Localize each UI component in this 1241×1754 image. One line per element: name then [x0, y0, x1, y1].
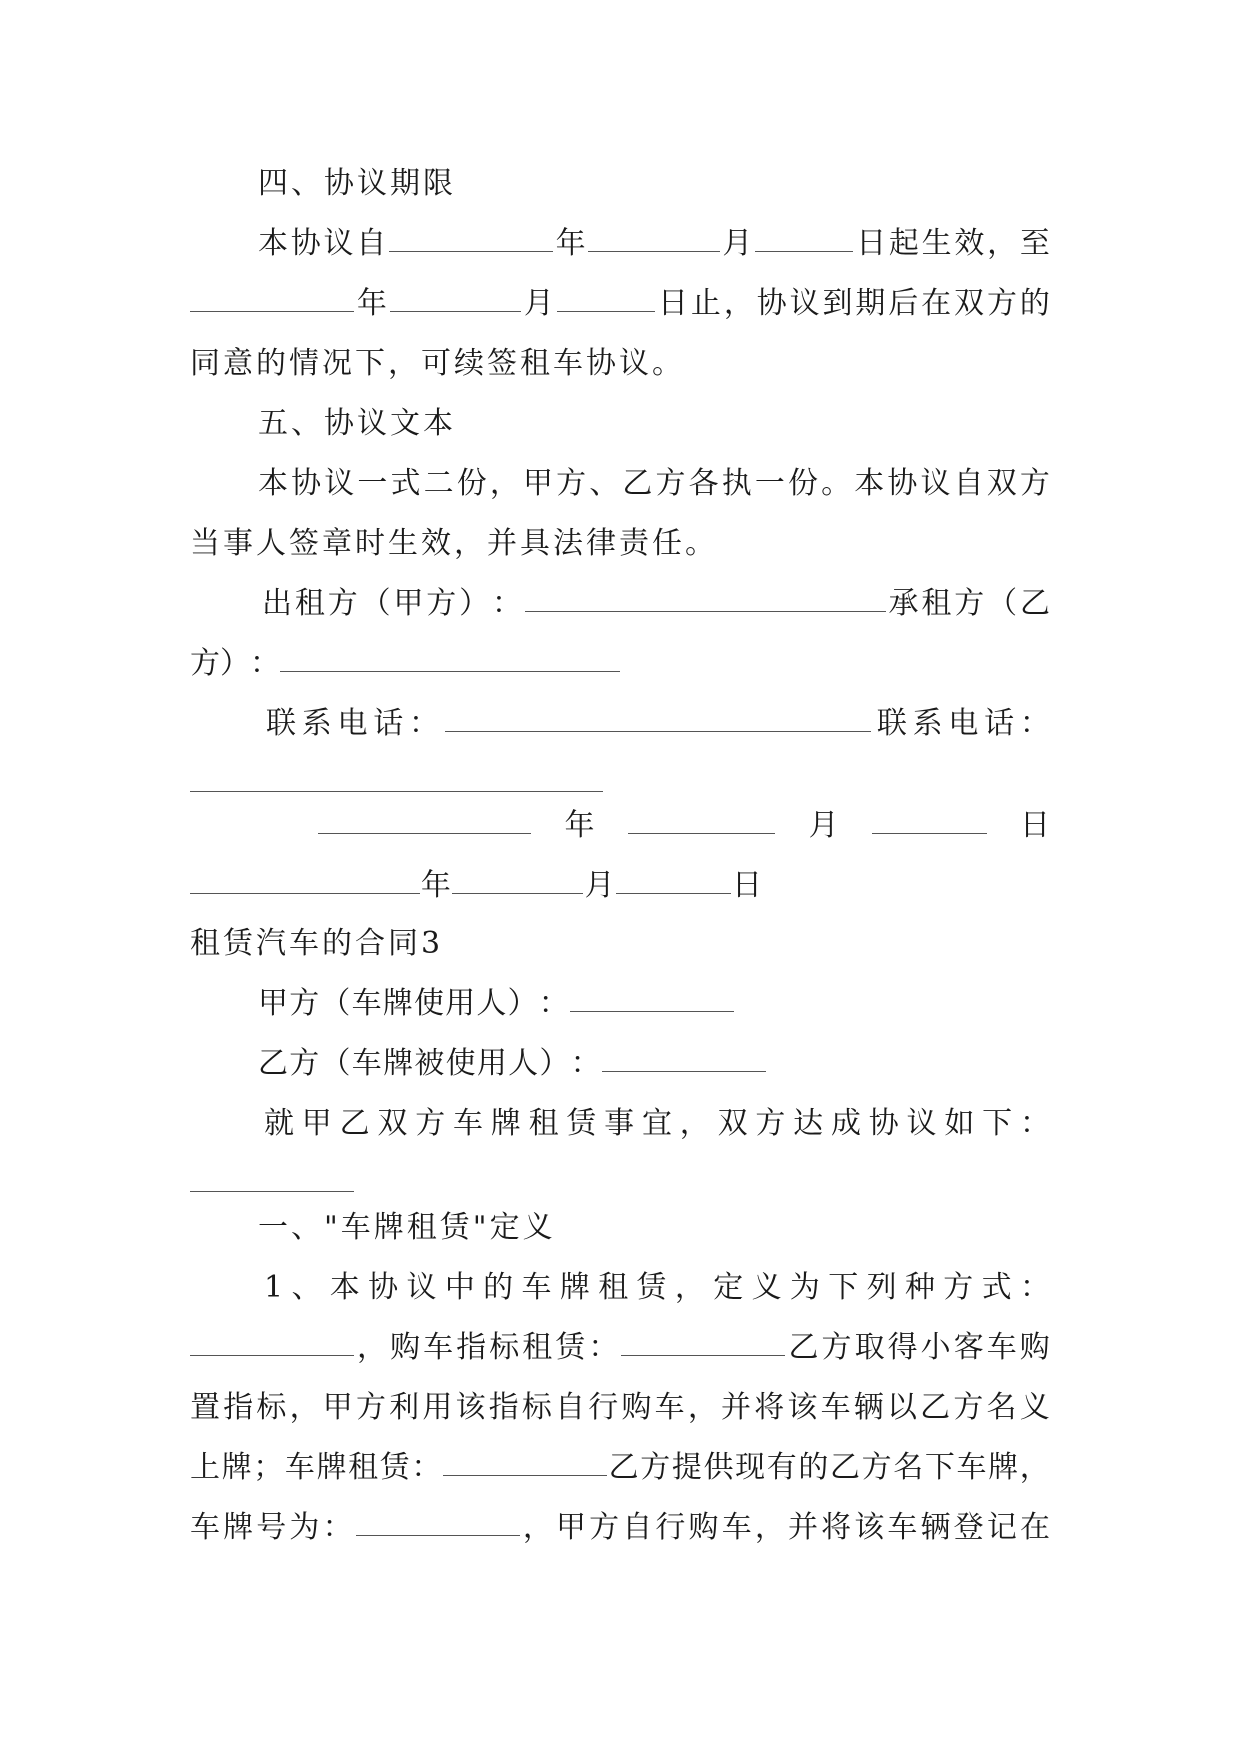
text-char: 牌 [559, 1270, 590, 1305]
party-a-line [258, 984, 734, 1024]
text-char: 方 [954, 586, 985, 621]
text-char: 并 [787, 1510, 818, 1545]
text-char: 牌 [490, 1106, 521, 1141]
text-char: 定 [713, 1270, 744, 1305]
text-char: 指 [488, 1390, 519, 1425]
text-char: 宜 [641, 1106, 672, 1141]
text-char: 取 [854, 1330, 885, 1365]
text-char: 自 [953, 466, 984, 501]
text-char: 车 [820, 1390, 851, 1425]
text-char: 义 [1019, 1390, 1050, 1425]
text-char: 车 [956, 1450, 987, 1485]
text-char: 双 [986, 466, 1017, 501]
text-char: 月 [722, 226, 753, 261]
fill-blank [628, 806, 776, 834]
text-char: 车 [423, 1330, 454, 1365]
text-char: 式 [981, 1270, 1012, 1305]
text-char: 本 [258, 226, 288, 261]
text-char: 以 [886, 1390, 917, 1425]
text-char: 方 [861, 1450, 892, 1485]
text-char: 议 [789, 286, 820, 321]
text-char: 份 [456, 466, 487, 501]
text-char: ， [687, 1390, 718, 1425]
text-char: 方 [1019, 466, 1050, 501]
fill-blank [570, 984, 734, 1012]
text-char: 在 [921, 286, 952, 321]
text-char: 协 [887, 466, 918, 501]
fill-blank [525, 584, 886, 612]
text-char: 赁 [379, 1450, 410, 1485]
text-char: 被 [414, 1046, 445, 1081]
text-char: ： [538, 986, 569, 1021]
fill-blank [389, 224, 553, 252]
text-char: 指 [223, 1390, 254, 1425]
text-char: 用 [476, 1046, 507, 1081]
text-char: 的 [1019, 286, 1050, 321]
text-char: 下 [924, 1450, 955, 1485]
text-char: 联 [876, 706, 907, 741]
text-char: 牌 [382, 986, 413, 1021]
text-char: （ [320, 986, 351, 1021]
text-char: 客 [953, 1330, 984, 1365]
text-char: 乙 [339, 1106, 370, 1141]
text-char: ： [411, 1450, 442, 1485]
text-char: 话 [984, 706, 1015, 741]
text-char: 式 [390, 466, 421, 501]
text-char: 提 [671, 1450, 702, 1485]
text-char: 牌 [383, 1046, 414, 1081]
text-char: 年 [555, 226, 586, 261]
date-line-1 [318, 806, 1050, 846]
text-char: 乙 [830, 1450, 860, 1485]
section-5-paragraph-line-2: 当事人签章时生效，并具法律责任。 [190, 526, 718, 561]
text-char: 方 [355, 1390, 386, 1425]
text-char: 赁 [566, 1106, 597, 1141]
text-char: 自 [356, 226, 387, 261]
text-char: 后 [888, 286, 919, 321]
text-char: 协 [756, 286, 787, 321]
text-char: 到 [822, 286, 853, 321]
text-char: 话 [373, 706, 404, 741]
text-char: 年 [420, 868, 451, 903]
text-char: 自 [622, 1510, 653, 1545]
text-char: 年 [356, 286, 387, 321]
text-char: 甲 [258, 986, 288, 1021]
fill-blank [280, 644, 620, 672]
signature-line-2 [190, 644, 620, 684]
text-char: 乙 [788, 1330, 819, 1365]
text-char: 议 [324, 466, 355, 501]
text-char: 的 [798, 1450, 829, 1485]
text-char: 在 [1019, 1510, 1050, 1545]
text-char: 人 [476, 986, 507, 1021]
text-char: 牌 [223, 1510, 254, 1545]
text-char: 名 [986, 1390, 1017, 1425]
text-char: ， [987, 226, 1018, 261]
text-char: 方 [821, 1330, 852, 1365]
text-char: 系 [301, 706, 332, 741]
text-char: ， [754, 1510, 785, 1545]
text-char: 年 [564, 808, 595, 843]
text-char: ： [1019, 706, 1050, 741]
text-char: 方 [943, 1270, 974, 1305]
text-char: 议 [323, 226, 354, 261]
text-char: 达 [793, 1106, 824, 1141]
text-char: 月 [808, 808, 839, 843]
text-char: 自 [555, 1390, 586, 1425]
phone-line-1 [266, 704, 1050, 744]
text-char: 期 [855, 286, 886, 321]
text-char: 、 [291, 1270, 322, 1305]
text-char: 甲 [555, 1510, 586, 1545]
text-char: 议 [920, 466, 951, 501]
text-char: 方 [289, 986, 320, 1021]
text-char: 现 [735, 1450, 766, 1485]
text-char: （ [320, 1046, 351, 1081]
text-char: 记 [986, 1510, 1017, 1545]
text-char: 日 [1019, 808, 1050, 843]
section-4-paragraph-line-2 [190, 284, 1050, 324]
text-char: ， [489, 466, 520, 501]
text-char: 承 [888, 586, 919, 621]
section-4-heading: 四、协议期限 [258, 166, 456, 201]
text-char: 甲 [393, 586, 424, 621]
text-char: 如 [944, 1106, 975, 1141]
text-char: 执 [721, 466, 752, 501]
fill-blank [390, 284, 521, 312]
text-char: 义 [751, 1270, 782, 1305]
text-char: 联 [266, 706, 296, 741]
text-char: 议 [406, 1270, 437, 1305]
text-char: 1 [264, 1270, 284, 1305]
text-char: 车 [986, 1330, 1017, 1365]
text-char: 方 [426, 586, 457, 621]
text-char: 租 [294, 586, 325, 621]
text-char: 乙 [920, 1390, 951, 1425]
text-char: 租 [522, 1330, 553, 1365]
text-char: 车 [887, 1510, 918, 1545]
text-char: ， [679, 1106, 710, 1141]
text-char: 指 [456, 1330, 487, 1365]
text-char: （ [987, 586, 1018, 621]
text-char: ： [492, 586, 523, 621]
text-char: 生 [921, 226, 952, 261]
text-char: ： [570, 1046, 601, 1081]
text-char: 方 [190, 646, 220, 681]
text-char: 中 [444, 1270, 475, 1305]
text-char: 种 [904, 1270, 935, 1305]
text-char: 本 [854, 466, 885, 501]
text-char: 购 [390, 1330, 421, 1365]
text-char: 名 [893, 1450, 924, 1485]
text-char: ， [522, 1510, 553, 1545]
text-char: 、 [589, 466, 620, 501]
fill-blank [755, 224, 853, 252]
text-char: 乙 [1019, 586, 1050, 621]
text-char: 该 [455, 1390, 486, 1425]
text-char: 行 [588, 1390, 619, 1425]
text-char: 小 [920, 1330, 951, 1365]
text-char: 。 [821, 466, 852, 501]
section-5-heading: 五、协议文本 [258, 406, 456, 441]
text-char: 协 [291, 466, 322, 501]
text-char: 牌 [316, 1450, 347, 1485]
fill-blank [356, 1508, 520, 1536]
text-char: 下 [982, 1106, 1013, 1141]
text-char: 方 [556, 466, 587, 501]
text-char: 日 [856, 226, 887, 261]
text-char: 系 [912, 706, 943, 741]
fill-blank [602, 1044, 766, 1072]
text-char: 用 [422, 1390, 453, 1425]
text-char: 车 [351, 986, 382, 1021]
text-char: 乙 [608, 1450, 639, 1485]
text-char: 供 [703, 1450, 734, 1485]
text-char: 标 [489, 1330, 520, 1365]
text-char: 方 [589, 1510, 620, 1545]
text-char: 月 [584, 868, 615, 903]
fill-blank [557, 284, 655, 312]
text-char: 协 [290, 226, 321, 261]
text-char: 方 [953, 1390, 984, 1425]
text-char: 方 [415, 1106, 446, 1141]
text-char: 有 [766, 1450, 797, 1485]
text-char: 购 [621, 1390, 652, 1425]
text-char: 为 [789, 1270, 820, 1305]
section-4-paragraph-line-1 [258, 224, 1050, 264]
fill-blank [621, 1328, 785, 1356]
text-char: ， [357, 1330, 388, 1365]
text-char: 租 [348, 1450, 379, 1485]
text-char: 车 [654, 1390, 685, 1425]
text-char: 利 [389, 1390, 420, 1425]
text-char: 该 [787, 1390, 818, 1425]
text-char: 使 [413, 986, 444, 1021]
text-char: 的 [483, 1270, 514, 1305]
text-char: 乙 [258, 1046, 288, 1081]
text-char: 租 [921, 586, 952, 621]
phone-line-2 [190, 764, 603, 804]
text-char: ： [322, 1510, 353, 1545]
text-char: 止 [690, 286, 721, 321]
text-char: 牌 [221, 1450, 252, 1485]
text-char: ： [1019, 1270, 1050, 1305]
text-char: 事 [604, 1106, 635, 1141]
text-char: 成 [830, 1106, 861, 1141]
text-char: 日 [658, 286, 689, 321]
text-char: 并 [721, 1390, 751, 1425]
text-char: 赁 [636, 1270, 667, 1305]
fill-blank [872, 806, 987, 834]
agreement-blank [190, 1164, 354, 1192]
text-char: 方 [655, 466, 686, 501]
text-char: 购 [1019, 1330, 1050, 1365]
text-char: 效 [954, 226, 985, 261]
text-char: 登 [953, 1510, 984, 1545]
text-char: 方 [289, 1046, 320, 1081]
phone-blank [190, 764, 603, 792]
text-char: ： [409, 706, 439, 741]
text-char: 将 [821, 1510, 852, 1545]
text-char: ， [289, 1390, 320, 1425]
item-1-line-5 [190, 1508, 1050, 1548]
text-char: 行 [655, 1510, 686, 1545]
text-char: 置 [190, 1390, 220, 1425]
text-char: 得 [887, 1330, 918, 1365]
text-char: ） [459, 586, 490, 621]
agreement-intro-line-2 [190, 1164, 354, 1204]
text-char: 车 [190, 1510, 220, 1545]
text-char: 车 [452, 1106, 483, 1141]
text-char: 份 [788, 466, 818, 501]
fill-blank [190, 866, 420, 894]
text-char: ） [539, 1046, 570, 1081]
text-char: 甲 [322, 1390, 353, 1425]
section-5-paragraph-line-1 [258, 464, 1050, 504]
text-char: 议 [906, 1106, 937, 1141]
text-char: 起 [888, 226, 919, 261]
section-1-heading: 一、"车牌租赁"定义 [258, 1210, 556, 1245]
fill-blank [445, 704, 871, 732]
text-char: 赁 [555, 1330, 586, 1365]
text-char: 双 [377, 1106, 408, 1141]
text-char: 双 [717, 1106, 748, 1141]
text-char: 租 [598, 1270, 629, 1305]
text-char: 本 [329, 1270, 360, 1305]
fill-blank [190, 1328, 354, 1356]
text-char: 一 [754, 466, 785, 501]
text-char: 人 [508, 1046, 539, 1081]
text-char: ： [1019, 1106, 1050, 1141]
section-4-paragraph-line-3: 同意的情况下，可续签租车协议。 [190, 346, 685, 381]
text-char: 购 [688, 1510, 719, 1545]
text-char: 乙 [622, 466, 653, 501]
text-char: 租 [528, 1106, 559, 1141]
text-char: 方 [327, 586, 358, 621]
fill-blank [616, 866, 731, 894]
text-char: 标 [256, 1390, 287, 1425]
text-char: 甲 [523, 466, 553, 501]
text-char: 电 [337, 706, 368, 741]
text-char: 电 [948, 706, 979, 741]
fill-blank [443, 1448, 607, 1476]
text-char: （ [360, 586, 391, 621]
text-char: 本 [258, 466, 288, 501]
text-char: 标 [521, 1390, 552, 1425]
text-char: ） [507, 986, 538, 1021]
agreement-intro-line-1 [264, 1104, 1050, 1144]
item-1-line-4 [190, 1448, 1050, 1488]
fill-blank [318, 806, 531, 834]
text-char: 使 [445, 1046, 476, 1081]
text-char: 二 [423, 466, 454, 501]
text-char: 协 [868, 1106, 899, 1141]
party-b-line [258, 1044, 766, 1084]
item-1-line-2 [190, 1328, 1050, 1368]
item-1-line-3 [190, 1388, 1050, 1428]
text-char: 一 [357, 466, 388, 501]
text-char: ， [1019, 1450, 1050, 1485]
text-char: 出 [262, 586, 292, 621]
text-char: 各 [688, 466, 719, 501]
text-char: 辆 [920, 1510, 951, 1545]
text-char: 甲 [301, 1106, 332, 1141]
text-char: ， [723, 286, 754, 321]
text-char: ； [253, 1450, 284, 1485]
text-char: 月 [523, 286, 554, 321]
text-char: 牌 [988, 1450, 1019, 1485]
text-char: ： [250, 646, 280, 681]
text-char: 至 [1019, 226, 1050, 261]
fill-blank [190, 284, 354, 312]
text-char: 列 [866, 1270, 897, 1305]
date-line-2 [190, 866, 762, 906]
text-char: 号 [256, 1510, 287, 1545]
item-1-line-1 [264, 1268, 1050, 1308]
text-char: 方 [986, 286, 1017, 321]
text-char: ） [220, 646, 250, 681]
text-char: 下 [828, 1270, 859, 1305]
text-char: 用 [445, 986, 476, 1021]
text-char: 方 [755, 1106, 786, 1141]
contract-3-title: 租赁汽车的合同3 [190, 926, 444, 961]
text-char: 车 [721, 1510, 752, 1545]
text-char: 协 [368, 1270, 399, 1305]
text-char: ， [674, 1270, 705, 1305]
text-char: 辆 [853, 1390, 884, 1425]
text-char: 该 [854, 1510, 885, 1545]
text-char: 就 [264, 1106, 294, 1141]
text-char: 车 [351, 1046, 382, 1081]
fill-blank [452, 866, 583, 894]
text-char: 车 [284, 1450, 315, 1485]
text-char: 上 [190, 1450, 220, 1485]
fill-blank [588, 224, 719, 252]
text-char: 为 [289, 1510, 320, 1545]
text-char: ： [588, 1330, 619, 1365]
text-char: 将 [754, 1390, 785, 1425]
text-char: 双 [954, 286, 985, 321]
text-char: 方 [640, 1450, 671, 1485]
signature-line-1 [262, 584, 1050, 624]
text-char: 日 [731, 868, 762, 903]
text-char: 车 [521, 1270, 552, 1305]
